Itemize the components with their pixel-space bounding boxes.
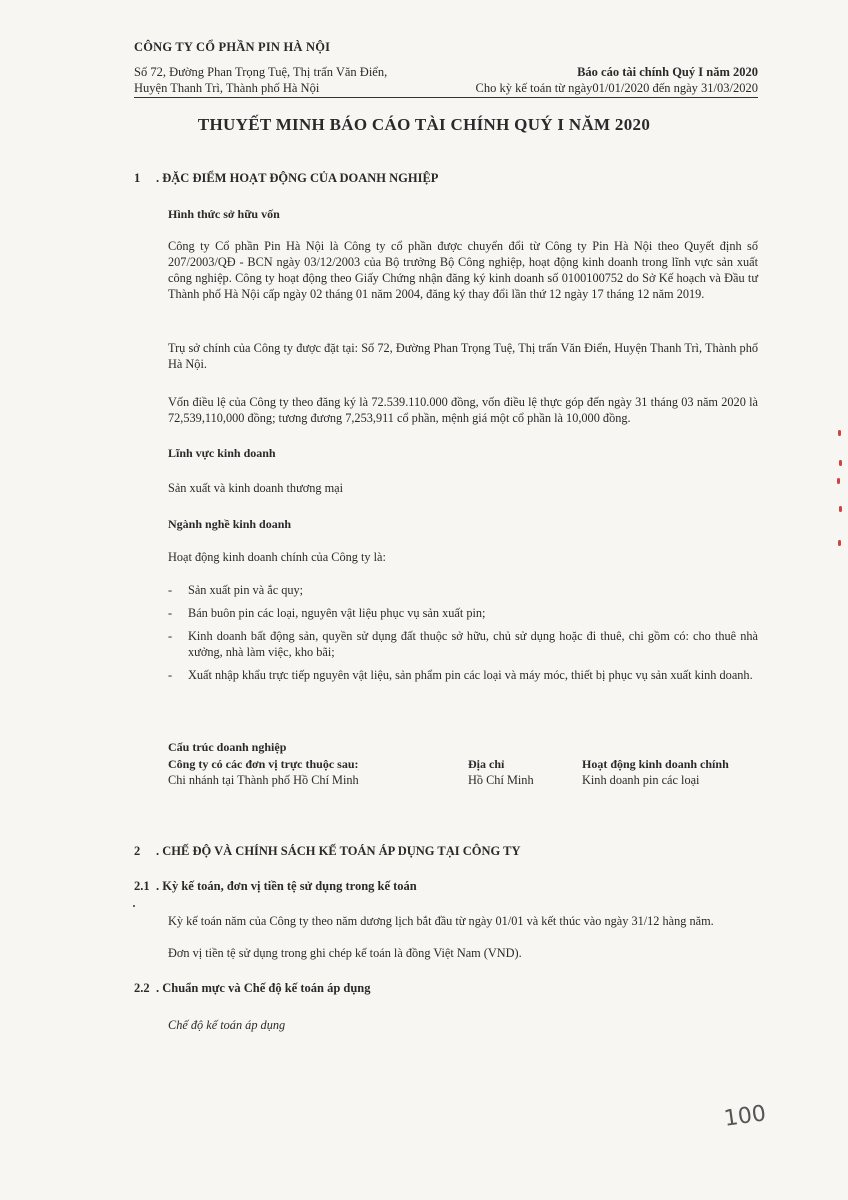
handwritten-page-mark: 100 xyxy=(722,1101,768,1132)
subsection22-title: . Chuẩn mực và Chế độ kế toán áp dụng xyxy=(156,981,371,995)
ownership-paragraph: Công ty Cổ phần Pin Hà Nội là Công ty cổ phần được chuyển đổi từ Công ty Pin Hà Nội theo Quyết định số 207/2003/QĐ - BCN ngày 03/12/2003 của Bộ trưởng Bộ Công nghiệp, hoạt động kinh doanh trong lĩnh vực sản xuất công nghiệp. Công ty hoạt động theo Giấy Chứng nhận đăng ký kinh doanh số 0100100752 do Sở Kế hoạch và Đầu tư Thành phố Hà Nội cấp ngày 02 tháng 01 năm 2004, đăng ký thay đổi lần thứ 12 ngày 17 tháng 12 năm 2019. xyxy=(168,239,758,301)
structure-col-address: Địa chỉ xyxy=(468,757,505,771)
industry-heading: Ngành nghề kinh doanh xyxy=(168,517,292,531)
ownership-heading: Hình thức sở hữu vốn xyxy=(168,207,280,221)
page-title: THUYẾT MINH BÁO CÁO TÀI CHÍNH QUÝ I NĂM 2020 xyxy=(197,115,651,134)
company-address-line2: Huyện Thanh Trì, Thành phố Hà Nội xyxy=(134,81,320,95)
header-divider xyxy=(134,97,758,98)
subsection22-number: 2.2 xyxy=(134,981,150,995)
section1-title: . ĐẶC ĐIỂM HOẠT ĐỘNG CỦA DOANH NGHIỆP xyxy=(156,171,439,185)
currency-text: Đơn vị tiền tệ sử dụng trong ghi chép kế toán là đồng Việt Nam (VND). xyxy=(168,946,522,960)
company-name: CÔNG TY CỔ PHẦN PIN HÀ NỘI xyxy=(134,40,331,54)
report-period: Cho kỳ kế toán từ ngày01/01/2020 đến ngày 31/03/2020 xyxy=(475,81,758,95)
structure-heading: Cấu trúc doanh nghiệp xyxy=(168,740,287,754)
structure-cell-address: Hồ Chí Minh xyxy=(468,773,534,787)
structure-cell-activity: Kinh doanh pin các loại xyxy=(582,773,700,787)
red-stamp-edge xyxy=(836,430,844,570)
hq-paragraph: Trụ sở chính của Công ty được đặt tại: Số 72, Đường Phan Trọng Tuệ, Thị trấn Văn Điển, Huyện Thanh Trì, Thành phố Hà Nội. xyxy=(168,341,758,371)
scan-speck xyxy=(133,905,135,907)
industry-intro: Hoạt động kinh doanh chính của Công ty là: xyxy=(168,550,386,564)
company-address-line1: Số 72, Đường Phan Trọng Tuệ, Thị trấn Văn Điển, xyxy=(134,65,388,79)
list-item: - Sản xuất pin và ắc quy; xyxy=(168,583,304,597)
field-heading: Lĩnh vực kinh doanh xyxy=(168,446,276,460)
structure-col-unit: Công ty có các đơn vị trực thuộc sau: xyxy=(168,757,359,771)
accounting-period-text: Kỳ kế toán năm của Công ty theo năm dương lịch bắt đầu từ ngày 01/01 và kết thúc vào ngày 31/12 hàng năm. xyxy=(168,914,714,928)
structure-cell-unit: Chi nhánh tại Thành phố Hồ Chí Minh xyxy=(168,773,359,787)
section2-title: . CHẾ ĐỘ VÀ CHÍNH SÁCH KẾ TOÁN ÁP DỤNG TẠI CÔNG TY xyxy=(156,844,521,858)
report-title: Báo cáo tài chính Quý I năm 2020 xyxy=(577,65,758,79)
subsection21-number: 2.1 xyxy=(134,879,150,893)
activity-list xyxy=(168,582,758,690)
subsection21-title: . Kỳ kế toán, đơn vị tiền tệ sử dụng trong kế toán xyxy=(156,879,417,893)
list-item: - Kinh doanh bất động sản, quyền sử dụng đất thuộc sở hữu, chủ sử dụng hoặc đi thuê, chi gồm có: cho thuê nhà xưởng, nhà làm việc, kho bãi; xyxy=(168,629,758,659)
section1-number: 1 xyxy=(134,171,141,185)
structure-col-activity: Hoạt động kinh doanh chính xyxy=(582,757,729,771)
section2-number: 2 xyxy=(134,844,141,858)
field-text: Sản xuất và kinh doanh thương mại xyxy=(168,481,344,495)
accounting-regime-heading: Chế độ kế toán áp dụng xyxy=(168,1018,286,1032)
list-item: - Xuất nhập khẩu trực tiếp nguyên vật liệu, sản phẩm pin các loại và máy móc, thiết bị phục vụ sản xuất kinh doanh. xyxy=(168,668,753,682)
capital-paragraph: Vốn điều lệ của Công ty theo đăng ký là 72.539.110.000 đồng, vốn điều lệ thực góp đến ngày 31 tháng 03 năm 2020 là 72,539,110,000 đồng; tương đương 7,253,911 cổ phần, mệnh giá một cổ phần là 10,000 đồng. xyxy=(168,395,758,425)
list-item: - Bán buôn pin các loại, nguyên vật liệu phục vụ sản xuất pin; xyxy=(168,606,486,620)
